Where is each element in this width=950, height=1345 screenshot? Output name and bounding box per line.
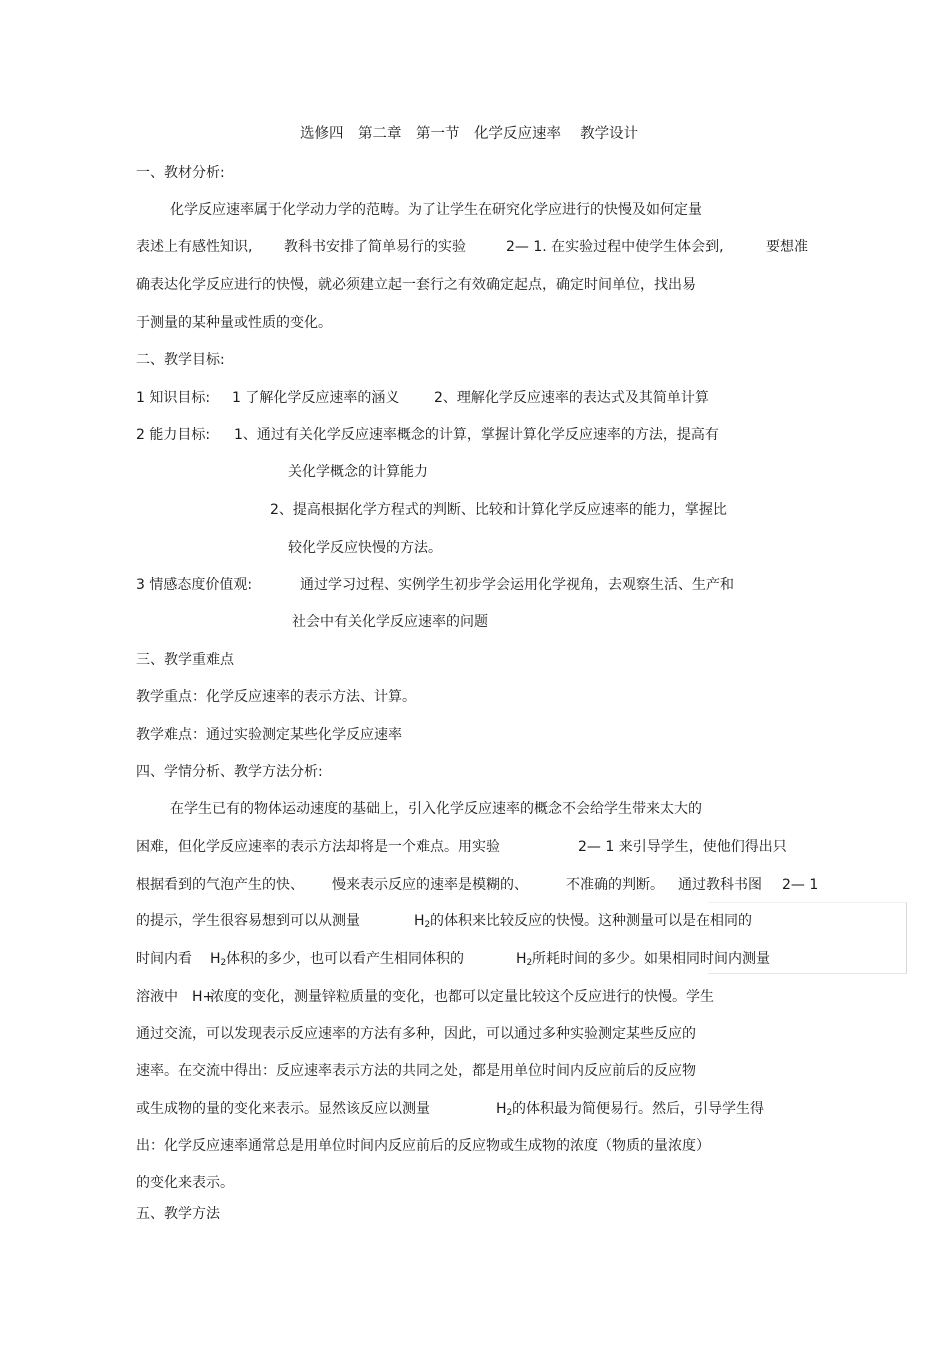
section-heading-2: 二、教学目标: bbox=[136, 352, 225, 368]
paragraph-line: 根据看到的气泡产生的快、 bbox=[136, 877, 304, 893]
formula-symbol: H bbox=[496, 1101, 507, 1117]
paragraph-line: 于测量的某种量或性质的变化。 bbox=[136, 315, 332, 331]
paragraph-line: 浓度的变化，测量锌粒质量的变化，也都可以定量比较这个反应进行的快慢。学生 bbox=[210, 989, 714, 1005]
goal-text: 1、通过有关化学反应速率概念的计算，掌握计算化学反应速率的方法，提高有 bbox=[234, 427, 719, 443]
paragraph-line: 的提示，学生很容易想到可以从测量 bbox=[136, 913, 360, 929]
paragraph-line: 要想准 bbox=[766, 239, 808, 255]
paragraph-line: 出：化学反应速率通常总是用单位时间内反应前后的反应物或生成物的浓度（物质的量浓度） bbox=[136, 1138, 710, 1154]
formula-symbol: H bbox=[516, 951, 527, 967]
paragraph-line: 2— 1. 在实验过程中使学生体会到, bbox=[506, 239, 724, 255]
formula-h2 bbox=[414, 912, 430, 930]
formula-symbol: H bbox=[210, 951, 221, 967]
paragraph-line: 速率。在交流中得出：反应速率表示方法的共同之处，都是用单位时间内反应前后的反应物 bbox=[136, 1063, 696, 1079]
goal-label: 2 能力目标: bbox=[136, 427, 211, 443]
goal-text: 2、提高根据化学方程式的判断、比较和计算化学反应速率的能力，掌握比 bbox=[270, 502, 727, 518]
formula-subscript: 2 bbox=[424, 920, 431, 930]
formula-subscript: 2 bbox=[526, 958, 533, 968]
section-heading-1: 一、教材分析: bbox=[136, 165, 225, 181]
paragraph-line: 通过教科书图 bbox=[678, 877, 762, 893]
paragraph-line: 2— 1 来引导学生，使他们得出只 bbox=[578, 839, 787, 855]
paragraph-line: 的体积来比较反应的快慢。这种测量可以是在相同的 bbox=[430, 913, 752, 929]
goal-text: 关化学概念的计算能力 bbox=[288, 464, 428, 480]
formula-subscript: 2 bbox=[506, 1108, 513, 1118]
paragraph-line: 通过交流，可以发现表示反应速率的方法有多种，因此，可以通过多种实验测定某些反应的 bbox=[136, 1026, 696, 1042]
goal-text: 社会中有关化学反应速率的问题 bbox=[292, 614, 488, 630]
goal-text: 较化学反应快慢的方法。 bbox=[288, 540, 442, 556]
paragraph-line: 体积的多少，也可以看产生相同体积的 bbox=[226, 951, 464, 967]
formula-h2 bbox=[516, 950, 532, 968]
goal-text: 通过学习过程、实例学生初步学会运用化学视角，去观察生活、生产和 bbox=[300, 577, 734, 593]
paragraph-line: 化学反应速率属于化学动力学的范畴。为了让学生在研究化学应进行的快慢及如何定量 bbox=[170, 202, 702, 218]
paragraph-line: 教科书安排了简单易行的实验 bbox=[284, 239, 466, 255]
goal-label: 1 知识目标: bbox=[136, 390, 211, 406]
goal-label: 3 情感态度价值观: bbox=[136, 577, 253, 593]
formula-subscript: 2 bbox=[220, 958, 227, 968]
paragraph-line: 确表达化学反应进行的快慢，就必须建立起一套行之有效确定起点，确定时间单位，找出易 bbox=[136, 277, 696, 293]
paragraph-line: 所耗时间的多少。如果相同时间内测量 bbox=[532, 951, 770, 967]
paragraph-line: 或生成物的量的变化来表示。显然该反应以测量 bbox=[136, 1101, 430, 1117]
document-title: 选修四 第二章 第一节 化学反应速率 教学设计 bbox=[300, 126, 639, 142]
goal-text: 2、理解化学反应速率的表达式及其简单计算 bbox=[434, 390, 709, 406]
goal-text: 1 了解化学反应速率的涵义 bbox=[232, 390, 400, 406]
formula-h-plus: H+ bbox=[192, 989, 215, 1005]
paragraph-line: 慢来表示反应的速率是模糊的、 bbox=[332, 877, 528, 893]
paragraph-line: 溶液中 bbox=[136, 989, 178, 1005]
paragraph-line: 在学生已有的物体运动速度的基础上，引入化学反应速率的概念不会给学生带来太大的 bbox=[170, 801, 702, 817]
paragraph-line: 时间内看 bbox=[136, 951, 192, 967]
section-heading-5: 五、教学方法 bbox=[136, 1206, 220, 1222]
paragraph-line: 表述上有感性知识, bbox=[136, 239, 253, 255]
paragraph-line: 的体积最为简便易行。然后，引导学生得 bbox=[512, 1101, 764, 1117]
formula-h2 bbox=[496, 1100, 512, 1118]
watermark-frame bbox=[708, 902, 907, 974]
key-point: 教学重点：化学反应速率的表示方法、计算。 bbox=[136, 689, 416, 705]
paragraph-line: 不准确的判断。 bbox=[566, 877, 664, 893]
paragraph-line: 的变化来表示。 bbox=[136, 1175, 234, 1191]
section-heading-4: 四、学情分析、教学方法分析: bbox=[136, 764, 323, 780]
formula-symbol: H bbox=[414, 913, 425, 929]
paragraph-line: 困难，但化学反应速率的表示方法却将是一个难点。用实验 bbox=[136, 839, 500, 855]
formula-h2 bbox=[210, 950, 226, 968]
paragraph-line: 2— 1 bbox=[782, 877, 819, 893]
hard-point: 教学难点：通过实验测定某些化学反应速率 bbox=[136, 727, 402, 743]
section-heading-3: 三、教学重难点 bbox=[136, 652, 234, 668]
